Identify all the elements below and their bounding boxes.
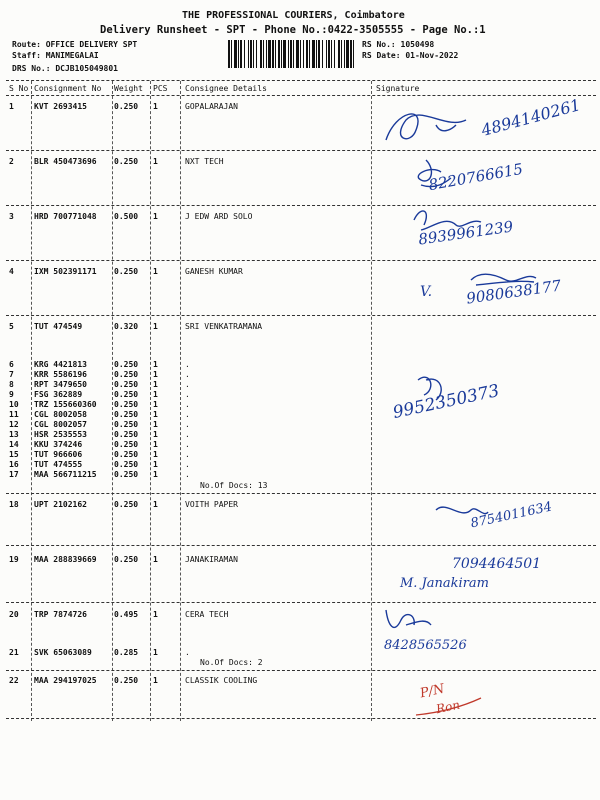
row-sno: 6 [9, 360, 14, 369]
row-pcs: 1 [153, 400, 158, 409]
drs-number: DRS No.: DCJB105049801 [12, 64, 118, 73]
rs-date: RS Date: 01-Nov-2022 [362, 51, 459, 60]
row-consignee: NXT TECH [185, 157, 224, 166]
row-consignee: . [185, 370, 190, 379]
row-sno: 12 [9, 420, 19, 429]
barcode-bar [260, 40, 262, 68]
handwritten-phone: 8754011634 [469, 499, 554, 532]
row-sno: 7 [9, 370, 14, 379]
barcode-bar [300, 40, 301, 68]
barcode-bar [228, 40, 230, 68]
col-details-header: Consignee Details [185, 84, 267, 93]
row-consignment: TRZ 155660360 [34, 400, 97, 409]
row-consignee: GOPALARAJAN [185, 102, 238, 111]
barcode-bar [303, 40, 304, 68]
row-pcs: 1 [153, 102, 158, 111]
row-weight: 0.500 [114, 212, 139, 221]
row-weight: 0.495 [114, 610, 139, 619]
barcode-bar [250, 40, 252, 68]
row-weight: 0.250 [114, 430, 139, 439]
row-consignee: . [185, 430, 190, 439]
row-sno: 20 [9, 610, 19, 619]
column-separator [180, 81, 181, 721]
row-pcs: 1 [153, 390, 158, 399]
handwritten-phone: 8428565526 [384, 638, 467, 653]
barcode-bar [338, 40, 340, 68]
row-sno: 16 [9, 460, 19, 469]
signature-stroke [436, 507, 488, 514]
row-sno: 22 [9, 676, 19, 685]
column-separator [371, 81, 372, 721]
divider [6, 80, 596, 81]
barcode-bar [306, 40, 308, 68]
signature-stroke [386, 114, 466, 140]
barcode-bar [275, 40, 276, 68]
barcode-bar [350, 40, 352, 68]
row-pcs: 1 [153, 410, 158, 419]
barcode-bar [238, 40, 239, 68]
row-consignee: GANESH KUMAR [185, 267, 243, 276]
row-consignee: . [185, 380, 190, 389]
row-consignee: VOITH PAPER [185, 500, 238, 509]
row-pcs: 1 [153, 370, 158, 379]
row-pcs: 1 [153, 430, 158, 439]
row-consignment: HRD 700771048 [34, 212, 97, 221]
col-signature-header: Signature [376, 84, 420, 93]
rs-number: RS No.: 1050498 [362, 40, 435, 49]
row-weight: 0.250 [114, 400, 139, 409]
row-consignment: FSG 362889 [34, 390, 83, 399]
row-consignment: UPT 2102162 [34, 500, 87, 509]
barcode-bar [256, 40, 257, 68]
barcode-bar [240, 40, 242, 68]
barcode-bar [281, 40, 282, 68]
row-pcs: 1 [153, 212, 158, 221]
row-pcs: 1 [153, 360, 158, 369]
row-consignee: . [185, 440, 190, 449]
barcode-bar [293, 40, 294, 68]
row-pcs: 1 [153, 676, 158, 685]
row-sno: 1 [9, 102, 14, 111]
row-weight: 0.320 [114, 322, 139, 331]
row-consignee: CERA TECH [185, 610, 229, 619]
row-consignment: HSR 2535553 [34, 430, 87, 439]
row-consignee: . [185, 470, 190, 479]
row-consignee: CLASSIK COOLING [185, 676, 258, 685]
barcode-bar [272, 40, 274, 68]
barcode-bar [244, 40, 245, 68]
barcode-bar [231, 40, 232, 68]
row-pcs: 1 [153, 500, 158, 509]
row-pcs: 1 [153, 470, 158, 479]
row-pcs: 1 [153, 322, 158, 331]
row-sno: 21 [9, 648, 19, 657]
row-consignee: . [185, 410, 190, 419]
col-consignment-header: Consignment No [34, 84, 102, 93]
row-sno: 8 [9, 380, 14, 389]
runsheet-title: Delivery Runsheet - SPT - Phone No.:0422-3505555 - Page No.:1 [100, 24, 486, 36]
row-weight: 0.250 [114, 360, 139, 369]
row-weight: 0.250 [114, 500, 139, 509]
row-sno: 3 [9, 212, 14, 221]
row-consignment: IXM 502391171 [34, 267, 97, 276]
row-weight: 0.250 [114, 370, 139, 379]
barcode-bar [318, 40, 320, 68]
row-consignee: . [185, 460, 190, 469]
docs-count: No.Of Docs: 2 [200, 658, 263, 667]
row-pcs: 1 [153, 460, 158, 469]
row-weight: 0.250 [114, 676, 139, 685]
barcode-bar [234, 40, 237, 68]
row-consignee: . [185, 450, 190, 459]
row-consignee: JANAKIRAMAN [185, 555, 238, 564]
barcode-bar [296, 40, 299, 68]
barcode-bar [268, 40, 271, 68]
row-pcs: 1 [153, 648, 158, 657]
row-weight: 0.250 [114, 390, 139, 399]
barcode-bar [278, 40, 280, 68]
row-consignment: MAA 566711215 [34, 470, 97, 479]
signature-stroke [386, 610, 431, 627]
row-weight: 0.285 [114, 648, 139, 657]
row-consignment: CGL 8002057 [34, 420, 87, 429]
handwritten-note: Ron [434, 697, 462, 717]
row-weight: 0.250 [114, 460, 139, 469]
barcode-bar [248, 40, 249, 68]
row-consignee: . [185, 400, 190, 409]
row-sno: 11 [9, 410, 19, 419]
row-pcs: 1 [153, 267, 158, 276]
column-separator [31, 81, 32, 721]
row-consignment: KRG 4421813 [34, 360, 87, 369]
route-label: Route: OFFICE DELIVERY SPT [12, 40, 138, 49]
handwritten-phone: 8939961239 [417, 217, 515, 249]
barcode-bar [341, 40, 342, 68]
row-pcs: 1 [153, 420, 158, 429]
row-consignment: KKU 374246 [34, 440, 83, 449]
row-pcs: 1 [153, 440, 158, 449]
barcode-bar [312, 40, 315, 68]
row-pcs: 1 [153, 610, 158, 619]
divider [6, 95, 596, 96]
row-consignee: SRI VENKATRAMANA [185, 322, 263, 331]
row-sno: 13 [9, 430, 19, 439]
row-sno: 4 [9, 267, 14, 276]
barcode-bar [322, 40, 323, 68]
row-weight: 0.250 [114, 267, 139, 276]
barcode-bar [253, 40, 254, 68]
handwritten-name: M. Janakiram [400, 576, 489, 591]
row-weight: 0.250 [114, 555, 139, 564]
barcode-bar [290, 40, 292, 68]
row-consignment: RPT 3479650 [34, 380, 87, 389]
barcode-bar [309, 40, 310, 68]
barcode-bar [331, 40, 332, 68]
staff-label: Staff: MANIMEGALAI [12, 51, 99, 60]
barcode-bar [283, 40, 286, 68]
row-consignee: . [185, 420, 190, 429]
barcode-bar [353, 40, 354, 68]
col-sno-header: S No [9, 84, 29, 93]
row-consignee: . [185, 648, 190, 657]
docs-count: No.Of Docs: 13 [200, 481, 268, 490]
row-consignment: SVK 65063089 [34, 648, 92, 657]
row-consignment: BLR 450473696 [34, 157, 97, 166]
handwritten-phone: 4894140261 [479, 95, 583, 140]
row-weight: 0.250 [114, 102, 139, 111]
row-consignment: KVT 2693415 [34, 102, 87, 111]
barcode-bar [263, 40, 264, 68]
barcode-bar [334, 40, 335, 68]
barcode-bar [266, 40, 267, 68]
row-consignment: MAA 288839669 [34, 555, 97, 564]
row-pcs: 1 [153, 157, 158, 166]
handwritten-phone: 9952350373 [391, 380, 502, 424]
handwritten-phone: 8220766615 [427, 159, 525, 195]
barcode-bar [288, 40, 289, 68]
handwritten-initial: V. [420, 284, 433, 300]
row-weight: 0.250 [114, 157, 139, 166]
column-separator [150, 81, 151, 721]
row-weight: 0.250 [114, 410, 139, 419]
row-pcs: 1 [153, 380, 158, 389]
row-weight: 0.250 [114, 440, 139, 449]
row-sno: 2 [9, 157, 14, 166]
row-consignee: . [185, 390, 190, 399]
row-consignment: TUT 474555 [34, 460, 83, 469]
row-weight: 0.250 [114, 380, 139, 389]
row-consignment: MAA 294197025 [34, 676, 97, 685]
row-sno: 14 [9, 440, 19, 449]
row-consignee: J EDW ARD SOLO [185, 212, 253, 221]
row-sno: 5 [9, 322, 14, 331]
row-sno: 18 [9, 500, 19, 509]
column-separator [112, 81, 113, 721]
handwritten-phone: 7094464501 [452, 556, 542, 572]
barcode-bar [326, 40, 327, 68]
barcode-bar [344, 40, 345, 68]
row-pcs: 1 [153, 450, 158, 459]
row-weight: 0.250 [114, 420, 139, 429]
barcode-bar [328, 40, 330, 68]
col-weight-header: Weight [114, 84, 143, 93]
row-sno: 10 [9, 400, 19, 409]
row-sno: 19 [9, 555, 19, 564]
row-consignment: TRP 7874726 [34, 610, 87, 619]
handwritten-note: P/N [418, 681, 446, 702]
row-weight: 0.250 [114, 470, 139, 479]
row-sno: 9 [9, 390, 14, 399]
company-name: THE PROFESSIONAL COURIERS, Coimbatore [182, 10, 405, 21]
row-weight: 0.250 [114, 450, 139, 459]
row-consignee: . [185, 360, 190, 369]
col-pcs-header: PCS [153, 84, 168, 93]
handwritten-phone: 9080638177 [465, 276, 563, 308]
row-sno: 17 [9, 470, 19, 479]
barcode-bar [346, 40, 349, 68]
row-pcs: 1 [153, 555, 158, 564]
barcode [228, 40, 356, 68]
row-sno: 15 [9, 450, 19, 459]
row-consignment: CGL 8002058 [34, 410, 87, 419]
row-consignment: TUT 474549 [34, 322, 83, 331]
row-consignment: KRR 5586196 [34, 370, 87, 379]
barcode-bar [316, 40, 317, 68]
row-consignment: TUT 966606 [34, 450, 83, 459]
